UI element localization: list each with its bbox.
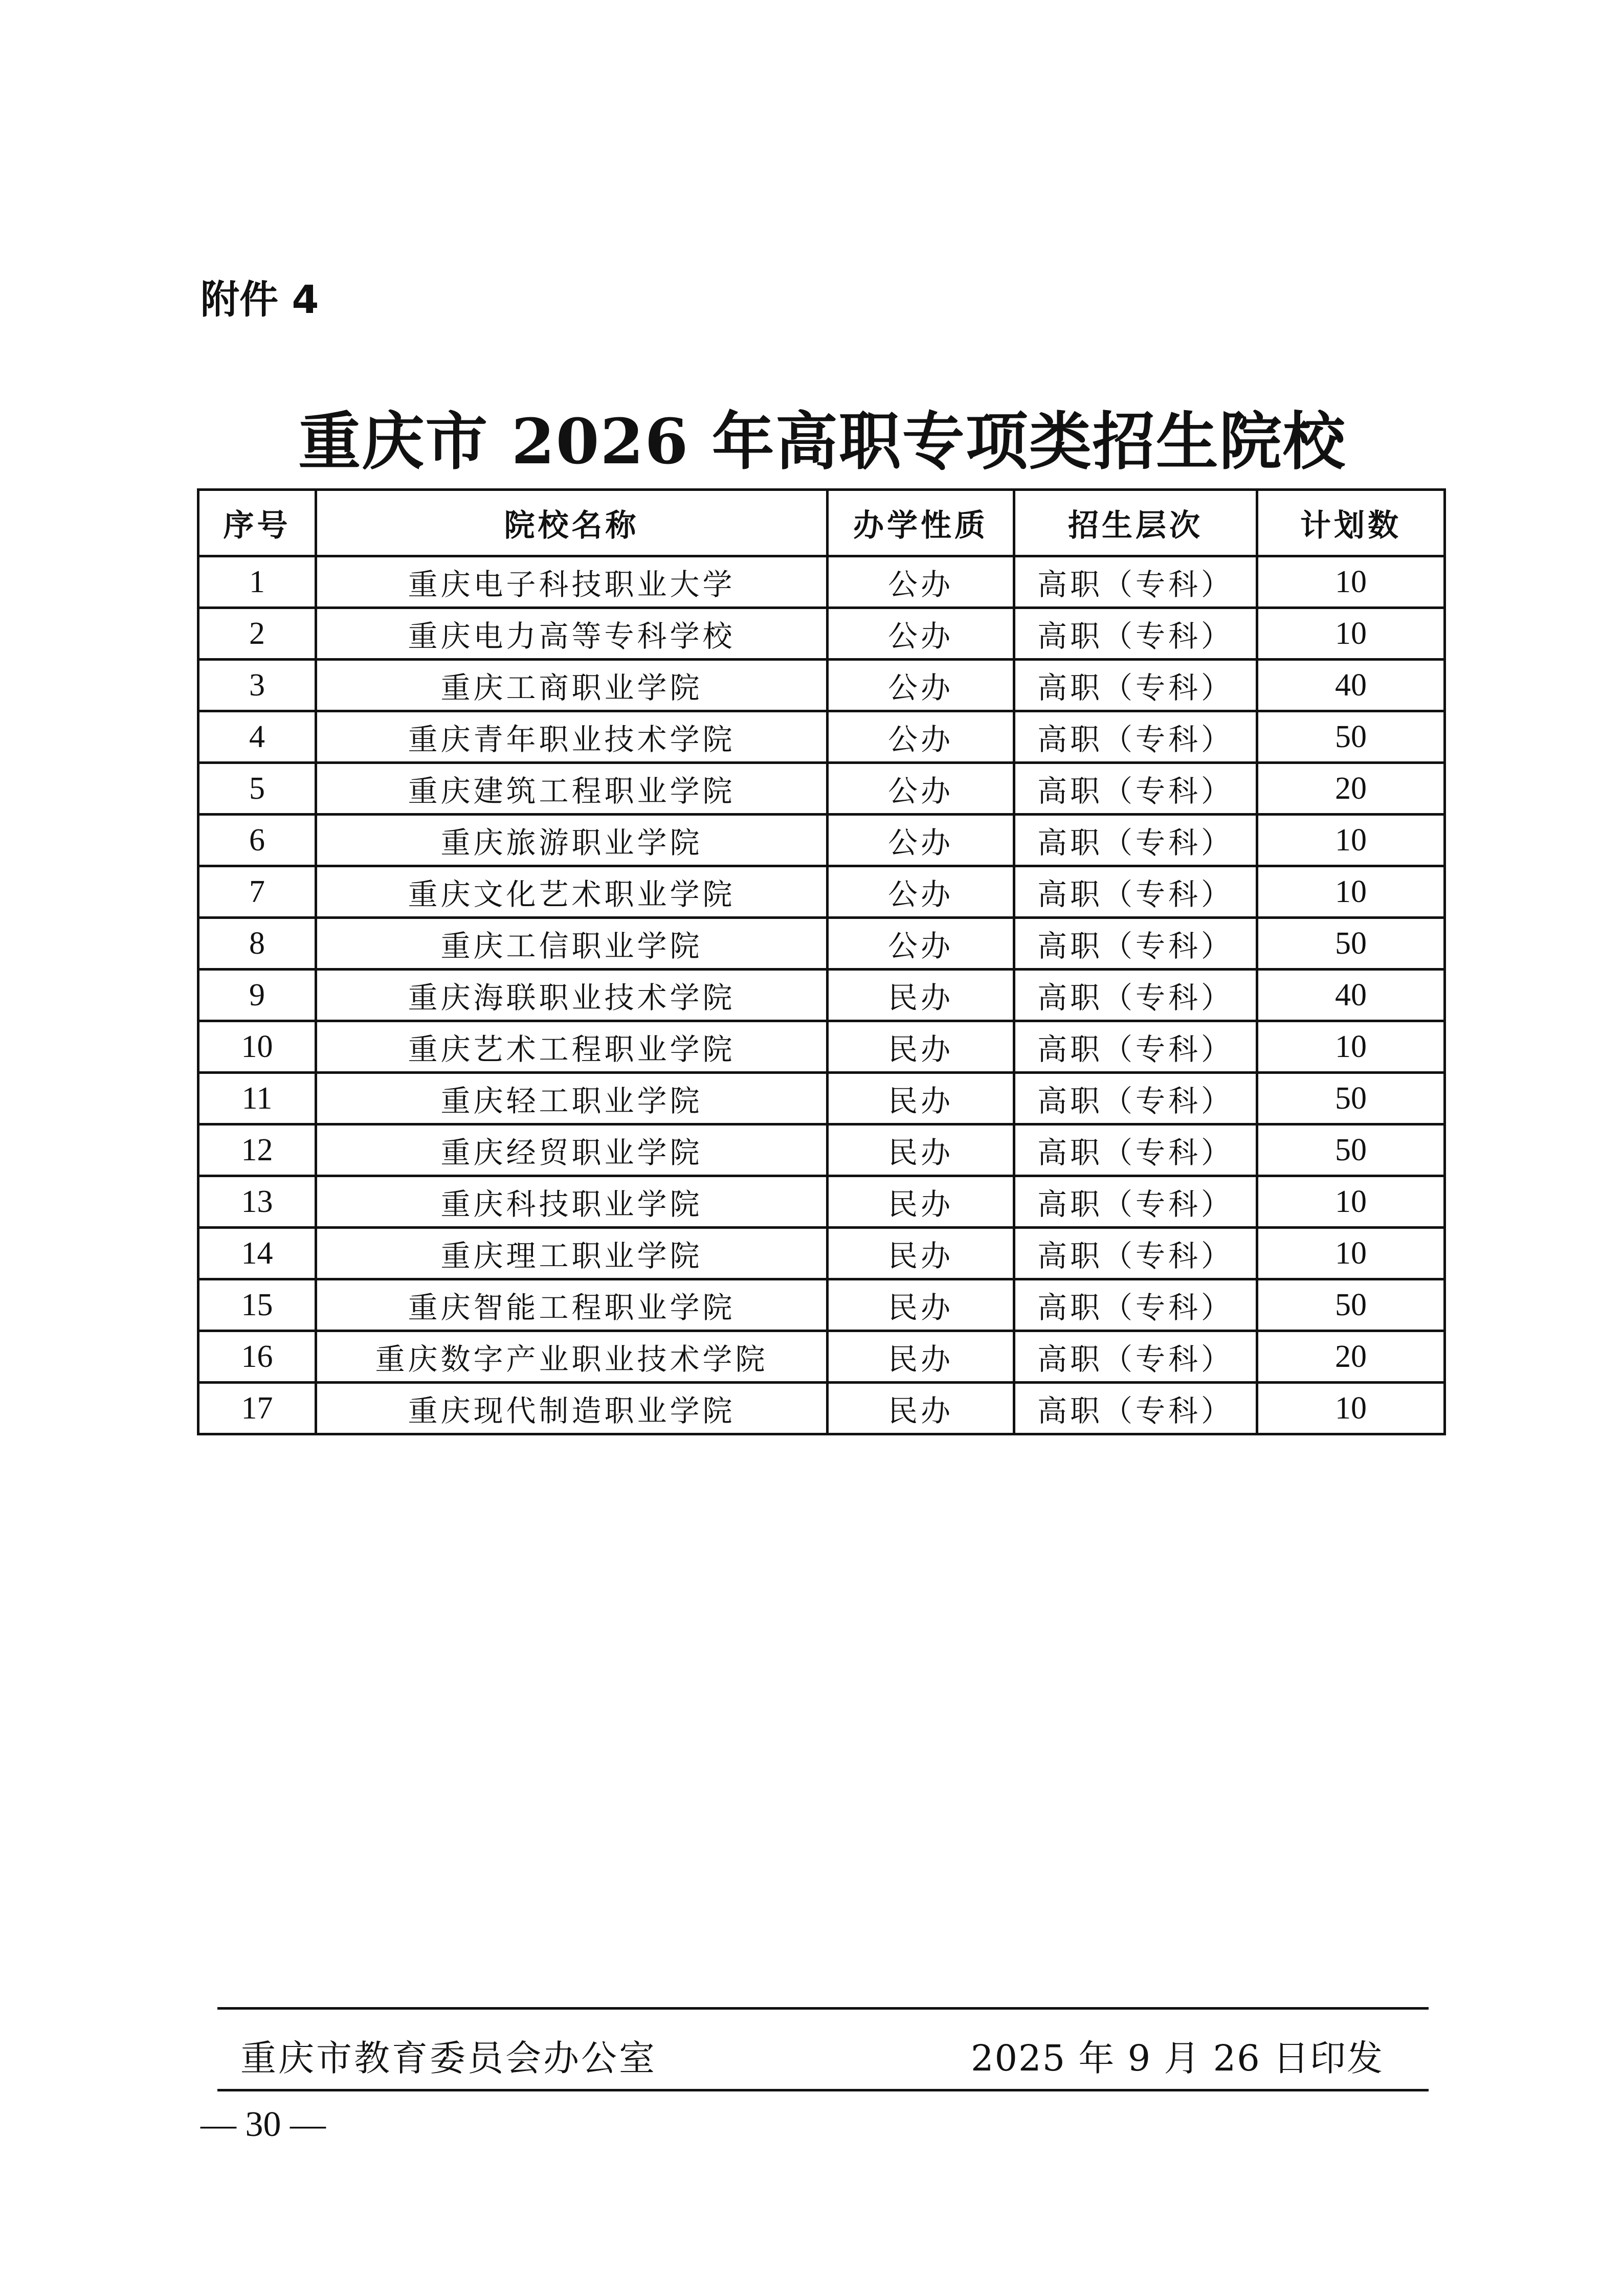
cell-plan-count: 20 [1257,1331,1445,1383]
cell-school-name: 重庆理工职业学院 [316,1228,828,1279]
cell-index: 5 [198,763,316,815]
cell-school-name: 重庆科技职业学院 [316,1176,828,1228]
cell-school-type: 公办 [828,866,1014,918]
table-row [198,970,1445,1021]
cell-school-type: 公办 [828,556,1014,608]
cell-plan-count: 20 [1257,763,1445,815]
table-row [198,711,1445,763]
footer-bottom-rule [217,2089,1429,2091]
cell-school-type: 民办 [828,1124,1014,1176]
cell-plan-count: 50 [1257,711,1445,763]
cell-level: 高职（专科） [1014,763,1257,815]
page-number: — 30 — [201,2105,326,2144]
cell-school-type: 民办 [828,1331,1014,1383]
cell-plan-count: 10 [1257,1021,1445,1073]
table-row [198,763,1445,815]
cell-school-name: 重庆海联职业技术学院 [316,970,828,1021]
cell-school-name: 重庆青年职业技术学院 [316,711,828,763]
table-row [198,1331,1445,1383]
cell-index: 7 [198,866,316,918]
header-index: 序号 [198,490,316,556]
cell-school-type: 民办 [828,1021,1014,1073]
table-header-row [198,490,1445,556]
cell-index: 9 [198,970,316,1021]
table-row [198,1228,1445,1279]
cell-school-type: 民办 [828,1176,1014,1228]
cell-level: 高职（专科） [1014,1383,1257,1434]
cell-plan-count: 10 [1257,866,1445,918]
cell-plan-count: 10 [1257,1176,1445,1228]
cell-plan-count: 10 [1257,608,1445,660]
cell-plan-count: 50 [1257,918,1445,970]
cell-level: 高职（专科） [1014,918,1257,970]
cell-school-name: 重庆现代制造职业学院 [316,1383,828,1434]
cell-index: 17 [198,1383,316,1434]
attachment-label: 附件 4 [201,277,319,322]
cell-index: 10 [198,1021,316,1073]
cell-school-name: 重庆工商职业学院 [316,660,828,711]
footer-top-rule [217,2007,1429,2010]
cell-index: 8 [198,918,316,970]
page-title: 重庆市 2026 年高职专项类招生院校 [298,404,1346,478]
cell-level: 高职（专科） [1014,970,1257,1021]
cell-index: 13 [198,1176,316,1228]
cell-school-type: 民办 [828,1279,1014,1331]
header-level: 招生层次 [1014,490,1257,556]
table-row [198,608,1445,660]
cell-index: 2 [198,608,316,660]
cell-school-name: 重庆智能工程职业学院 [316,1279,828,1331]
table-row [198,660,1445,711]
cell-school-type: 民办 [828,1073,1014,1124]
cell-school-name: 重庆旅游职业学院 [316,815,828,866]
cell-school-name: 重庆文化艺术职业学院 [316,866,828,918]
cell-plan-count: 40 [1257,660,1445,711]
header-plan-count: 计划数 [1257,490,1445,556]
cell-school-name: 重庆电力高等专科学校 [316,608,828,660]
cell-plan-count: 10 [1257,1228,1445,1279]
cell-plan-count: 10 [1257,815,1445,866]
cell-level: 高职（专科） [1014,1124,1257,1176]
cell-plan-count: 50 [1257,1073,1445,1124]
enrollment-plan-table [197,488,1446,1435]
cell-school-name: 重庆工信职业学院 [316,918,828,970]
cell-school-type: 公办 [828,608,1014,660]
cell-school-name: 重庆轻工职业学院 [316,1073,828,1124]
cell-school-type: 民办 [828,970,1014,1021]
cell-school-name: 重庆电子科技职业大学 [316,556,828,608]
header-school-type: 办学性质 [828,490,1014,556]
cell-level: 高职（专科） [1014,1073,1257,1124]
cell-level: 高职（专科） [1014,1021,1257,1073]
cell-school-name: 重庆艺术工程职业学院 [316,1021,828,1073]
table-row [198,1383,1445,1434]
cell-plan-count: 50 [1257,1124,1445,1176]
cell-school-type: 民办 [828,1383,1014,1434]
cell-level: 高职（专科） [1014,608,1257,660]
cell-index: 14 [198,1228,316,1279]
table-row [198,556,1445,608]
header-school-name: 院校名称 [316,490,828,556]
cell-level: 高职（专科） [1014,1331,1257,1383]
table-row [198,1124,1445,1176]
cell-level: 高职（专科） [1014,660,1257,711]
cell-school-type: 公办 [828,711,1014,763]
cell-school-type: 民办 [828,1228,1014,1279]
cell-plan-count: 50 [1257,1279,1445,1331]
table-row [198,1279,1445,1331]
cell-level: 高职（专科） [1014,556,1257,608]
cell-level: 高职（专科） [1014,1176,1257,1228]
cell-plan-count: 40 [1257,970,1445,1021]
table-row [198,866,1445,918]
table-row [198,1073,1445,1124]
footer-issuer: 重庆市教育委员会办公室 [240,2037,657,2079]
cell-index: 1 [198,556,316,608]
table-row [198,1176,1445,1228]
cell-index: 6 [198,815,316,866]
cell-level: 高职（专科） [1014,866,1257,918]
cell-school-name: 重庆数字产业职业技术学院 [316,1331,828,1383]
cell-school-type: 公办 [828,918,1014,970]
cell-school-name: 重庆经贸职业学院 [316,1124,828,1176]
cell-school-type: 公办 [828,660,1014,711]
cell-level: 高职（专科） [1014,1228,1257,1279]
cell-level: 高职（专科） [1014,1279,1257,1331]
table-row [198,1021,1445,1073]
cell-school-type: 公办 [828,815,1014,866]
cell-level: 高职（专科） [1014,815,1257,866]
cell-plan-count: 10 [1257,1383,1445,1434]
table-row [198,918,1445,970]
cell-index: 12 [198,1124,316,1176]
footer-print-date: 2025 年 9 月 26 日印发 [970,2037,1384,2079]
cell-index: 15 [198,1279,316,1331]
cell-level: 高职（专科） [1014,711,1257,763]
cell-index: 16 [198,1331,316,1383]
cell-index: 3 [198,660,316,711]
cell-plan-count: 10 [1257,556,1445,608]
cell-school-type: 公办 [828,763,1014,815]
cell-school-name: 重庆建筑工程职业学院 [316,763,828,815]
cell-index: 11 [198,1073,316,1124]
cell-index: 4 [198,711,316,763]
table-row [198,815,1445,866]
